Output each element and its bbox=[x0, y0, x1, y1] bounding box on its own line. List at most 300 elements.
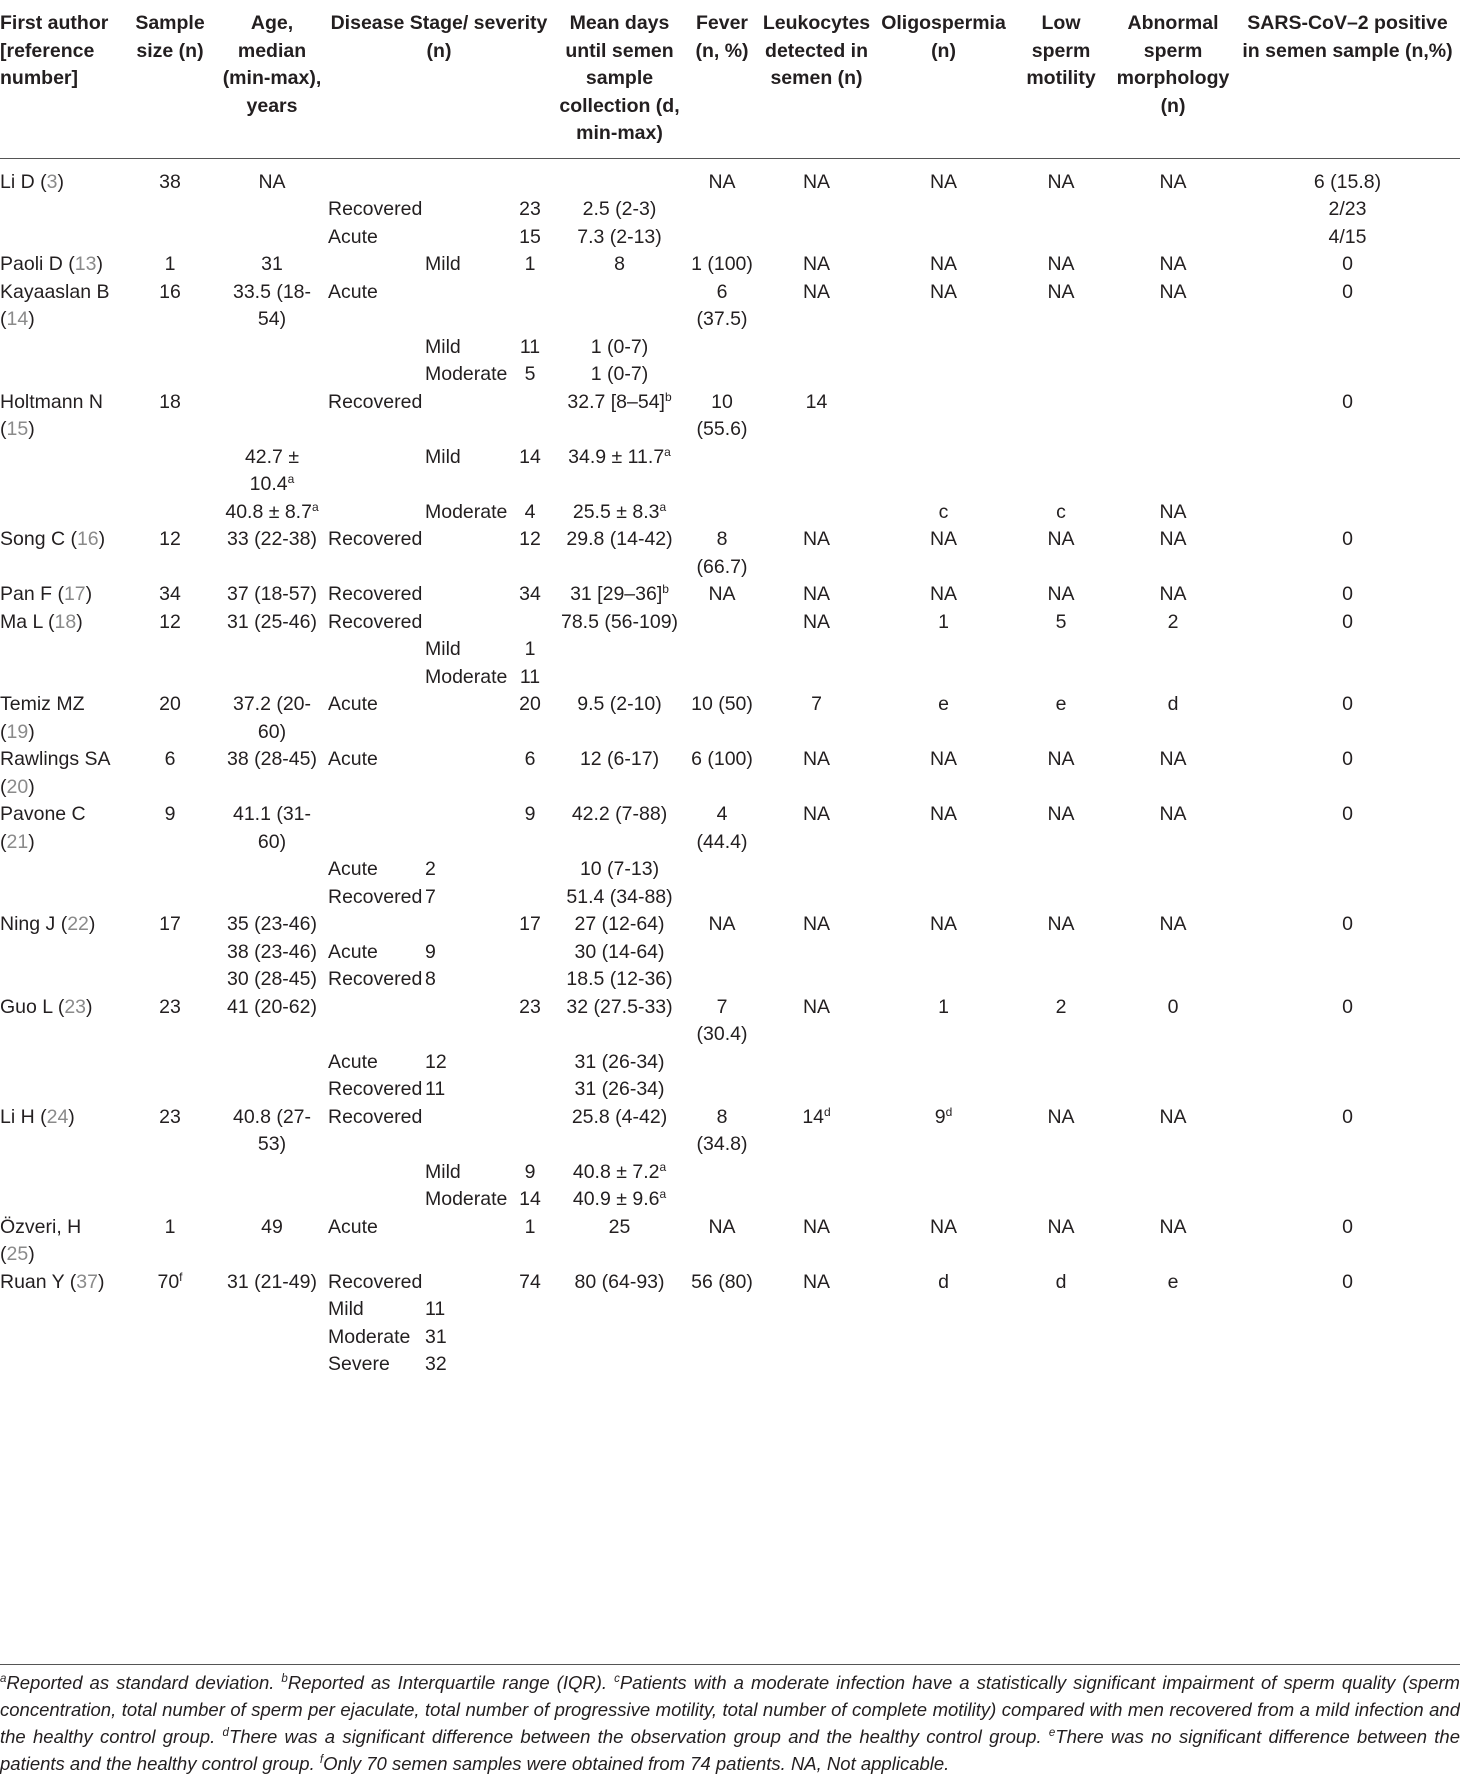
count-cell bbox=[508, 1269, 552, 1297]
days-cell bbox=[552, 801, 687, 856]
fever-cell bbox=[687, 1159, 757, 1187]
leukocytes-cell bbox=[757, 1076, 876, 1104]
motility-cell bbox=[1011, 279, 1111, 334]
sars-cov-2-text: 0 bbox=[1342, 693, 1353, 715]
leukocytes-cell bbox=[757, 1269, 876, 1297]
sample-size-cell bbox=[122, 609, 218, 637]
severity-cell bbox=[423, 444, 508, 499]
author-cell bbox=[0, 1324, 122, 1352]
motility-cell bbox=[1011, 664, 1111, 692]
fever-text: 8 (34.8) bbox=[696, 1105, 748, 1155]
sample-size-cell bbox=[122, 691, 218, 746]
count-text: 23 bbox=[519, 198, 541, 220]
days-cell bbox=[552, 636, 687, 664]
table-row bbox=[0, 1214, 1460, 1269]
fever-cell bbox=[687, 911, 757, 939]
count-cell bbox=[508, 801, 552, 856]
fever-cell bbox=[687, 389, 757, 444]
sample-size-cell bbox=[122, 884, 218, 912]
table-row bbox=[0, 1186, 1460, 1214]
morphology-text: NA bbox=[1159, 1105, 1187, 1128]
stage-text: Acute bbox=[328, 1050, 378, 1073]
severity-cell bbox=[423, 196, 508, 224]
oligospermia-cell bbox=[876, 801, 1011, 856]
severity-cell bbox=[423, 1324, 508, 1352]
fever-cell bbox=[687, 746, 757, 801]
author-cell bbox=[0, 994, 122, 1049]
severity-cell bbox=[423, 1186, 508, 1214]
table-row bbox=[0, 158, 1460, 196]
table-row bbox=[0, 746, 1460, 801]
count-text: 20 bbox=[519, 693, 541, 715]
days-text: 2.5 (2-3) bbox=[582, 198, 657, 220]
author-text: Song C ( bbox=[0, 528, 77, 550]
days-cell bbox=[552, 884, 687, 912]
oligospermia-cell bbox=[876, 334, 1011, 362]
days-cell bbox=[552, 1186, 687, 1214]
sars-cov-2-cell bbox=[1235, 1076, 1460, 1104]
age-text: 31 (21-49) bbox=[227, 1270, 317, 1293]
stage-text: Recovered bbox=[328, 390, 423, 413]
footnote-mark: a bbox=[659, 1187, 667, 1201]
author-cell bbox=[0, 444, 122, 499]
fever-cell bbox=[687, 691, 757, 746]
sars-cov-2-cell bbox=[1235, 526, 1460, 581]
age-text: 49 bbox=[261, 1215, 283, 1238]
severity-cell bbox=[423, 939, 508, 967]
oligospermia-cell bbox=[876, 389, 1011, 444]
table-row bbox=[0, 499, 1460, 527]
age-cell bbox=[218, 1351, 326, 1387]
sample-size-cell bbox=[122, 1076, 218, 1104]
oligospermia-text: NA bbox=[929, 280, 958, 303]
days-text: 12 (6-17) bbox=[579, 748, 660, 770]
leukocytes-cell bbox=[757, 1159, 876, 1187]
leukocytes-text: NA bbox=[802, 748, 831, 770]
sars-cov-2-cell bbox=[1235, 1351, 1460, 1387]
age-cell bbox=[218, 279, 326, 334]
stage-cell bbox=[326, 1269, 423, 1297]
leukocytes-cell bbox=[757, 1104, 876, 1159]
oligospermia-cell bbox=[876, 746, 1011, 801]
stage-text: Acute bbox=[328, 225, 378, 248]
days-text: 7.3 (2-13) bbox=[577, 225, 662, 248]
sars-cov-2-cell bbox=[1235, 1104, 1460, 1159]
severity-text: Mild bbox=[425, 253, 461, 275]
author-cell bbox=[0, 251, 122, 279]
days-text: 78.5 (56-109) bbox=[560, 610, 679, 633]
sars-cov-2-text: 0 bbox=[1342, 1270, 1353, 1293]
footnote-mark: e bbox=[1048, 1727, 1056, 1739]
morphology-cell bbox=[1111, 609, 1235, 637]
motility-cell bbox=[1011, 224, 1111, 252]
stage-text: Acute bbox=[328, 1215, 378, 1238]
oligospermia-cell bbox=[876, 884, 1011, 912]
motility-cell bbox=[1011, 636, 1111, 664]
stage-cell bbox=[326, 581, 423, 609]
severity-cell bbox=[423, 746, 508, 801]
severity-text: 8 bbox=[425, 968, 436, 990]
age-text: 38 (28-45) bbox=[227, 748, 317, 770]
morphology-cell bbox=[1111, 581, 1235, 609]
stage-cell bbox=[326, 1104, 423, 1159]
count-cell bbox=[508, 1186, 552, 1214]
fever-cell bbox=[687, 609, 757, 637]
leukocytes-cell bbox=[757, 158, 876, 196]
footnote-mark: a bbox=[0, 1673, 7, 1685]
oligospermia-cell bbox=[876, 636, 1011, 664]
days-text: 8 bbox=[614, 253, 625, 275]
sars-cov-2-text: 0 bbox=[1342, 803, 1353, 825]
age-cell bbox=[218, 609, 326, 637]
footnote-mark: a bbox=[311, 499, 319, 514]
days-text: 25.5 ± 8.3 bbox=[572, 500, 660, 523]
oligospermia-cell bbox=[876, 1159, 1011, 1187]
column-header: First author [reference number] bbox=[0, 10, 122, 158]
oligospermia-text: NA bbox=[929, 913, 958, 935]
reference-close: ) bbox=[28, 720, 35, 743]
reference-number: 22 bbox=[67, 913, 89, 935]
author-cell bbox=[0, 361, 122, 389]
stage-cell bbox=[326, 636, 423, 664]
motility-text: NA bbox=[1047, 583, 1075, 605]
footnote-text: Reported as Interquartile range (IQR). bbox=[287, 1672, 615, 1693]
fever-cell bbox=[687, 939, 757, 967]
oligospermia-cell bbox=[876, 361, 1011, 389]
morphology-cell bbox=[1111, 801, 1235, 856]
sars-cov-2-cell bbox=[1235, 664, 1460, 692]
data-table bbox=[0, 10, 1460, 1387]
table-row bbox=[0, 884, 1460, 912]
oligospermia-text: 1 bbox=[938, 995, 949, 1018]
sample-size-cell bbox=[122, 526, 218, 581]
days-text: 10 (7-13) bbox=[579, 858, 660, 880]
morphology-text: NA bbox=[1159, 1215, 1187, 1238]
days-cell bbox=[552, 664, 687, 692]
oligospermia-cell bbox=[876, 1076, 1011, 1104]
stage-cell bbox=[326, 1159, 423, 1187]
days-cell bbox=[552, 1076, 687, 1104]
sars-cov-2-cell bbox=[1235, 746, 1460, 801]
days-text: 25.8 (4-42) bbox=[571, 1105, 668, 1128]
column-header: Oligospermia (n) bbox=[876, 10, 1011, 158]
fever-text: 10 (50) bbox=[691, 693, 753, 715]
motility-cell bbox=[1011, 1351, 1111, 1387]
fever-text: 6 (100) bbox=[691, 748, 753, 770]
stage-text: Recovered bbox=[328, 528, 423, 550]
table-row bbox=[0, 1049, 1460, 1077]
age-cell bbox=[218, 1159, 326, 1187]
leukocytes-cell bbox=[757, 609, 876, 637]
stage-text: Recovered bbox=[328, 1105, 423, 1128]
count-cell bbox=[508, 1076, 552, 1104]
column-header: Fever (n, %) bbox=[687, 10, 757, 158]
sars-cov-2-text: 0 bbox=[1342, 1215, 1353, 1238]
days-text: 27 (12-64) bbox=[574, 913, 665, 935]
leukocytes-text: NA bbox=[802, 1270, 831, 1293]
age-cell bbox=[218, 884, 326, 912]
fever-text: NA bbox=[708, 170, 736, 193]
fever-cell bbox=[687, 334, 757, 362]
stage-cell bbox=[326, 196, 423, 224]
sample-size-cell bbox=[122, 158, 218, 196]
age-text: 31 (25-46) bbox=[227, 610, 317, 633]
severity-text: Mild bbox=[425, 638, 461, 660]
table-row bbox=[0, 334, 1460, 362]
table-row bbox=[0, 389, 1460, 444]
footnote-text: Only 70 semen samples were obtained from 74 patients. NA, Not applicable. bbox=[323, 1753, 950, 1774]
days-text: 51.4 (34-88) bbox=[566, 885, 673, 908]
author-cell bbox=[0, 1104, 122, 1159]
stage-cell bbox=[326, 1296, 423, 1324]
sample-size-text: 70 bbox=[157, 1270, 180, 1293]
table-row bbox=[0, 251, 1460, 279]
morphology-cell bbox=[1111, 196, 1235, 224]
sample-size-text: 12 bbox=[159, 610, 181, 633]
author-text: Li D ( bbox=[0, 170, 47, 193]
leukocytes-text: NA bbox=[802, 803, 831, 825]
leukocytes-text: 14 bbox=[805, 390, 828, 413]
author-cell bbox=[0, 1351, 122, 1387]
reference-close: ) bbox=[97, 1270, 105, 1293]
sample-size-cell bbox=[122, 1269, 218, 1297]
age-cell bbox=[218, 801, 326, 856]
fever-text: NA bbox=[708, 583, 736, 605]
fever-cell bbox=[687, 884, 757, 912]
sars-cov-2-cell bbox=[1235, 911, 1460, 939]
severity-cell bbox=[423, 856, 508, 884]
author-text: Holtmann N ( bbox=[0, 390, 103, 440]
count-cell bbox=[508, 581, 552, 609]
morphology-text: d bbox=[1167, 693, 1179, 715]
morphology-cell bbox=[1111, 636, 1235, 664]
leukocytes-text: NA bbox=[802, 253, 831, 275]
author-cell bbox=[0, 1214, 122, 1269]
days-text: 42.2 (7-88) bbox=[571, 803, 668, 825]
motility-text: NA bbox=[1047, 748, 1075, 770]
motility-cell bbox=[1011, 334, 1111, 362]
motility-cell bbox=[1011, 526, 1111, 581]
motility-cell bbox=[1011, 884, 1111, 912]
leukocytes-cell bbox=[757, 691, 876, 746]
sars-cov-2-cell bbox=[1235, 251, 1460, 279]
count-text: 15 bbox=[519, 225, 541, 248]
motility-cell bbox=[1011, 444, 1111, 499]
author-cell bbox=[0, 581, 122, 609]
fever-cell bbox=[687, 856, 757, 884]
stage-text: Severe bbox=[328, 1353, 390, 1375]
footnote-mark: f bbox=[179, 1269, 183, 1284]
table-row bbox=[0, 994, 1460, 1049]
count-text: 14 bbox=[519, 445, 541, 468]
morphology-cell bbox=[1111, 361, 1235, 389]
morphology-cell bbox=[1111, 1159, 1235, 1187]
author-cell bbox=[0, 856, 122, 884]
sars-cov-2-text: 6 (15.8) bbox=[1313, 170, 1382, 193]
severity-cell bbox=[423, 1269, 508, 1297]
days-text: 1 (0-7) bbox=[590, 335, 649, 358]
oligospermia-cell bbox=[876, 1104, 1011, 1159]
column-header: Mean days until semen sample collection (d, min-max) bbox=[552, 10, 687, 158]
leukocytes-text: NA bbox=[802, 583, 831, 605]
table-row bbox=[0, 581, 1460, 609]
footnote-mark: a bbox=[659, 499, 667, 514]
days-cell bbox=[552, 361, 687, 389]
sample-size-cell bbox=[122, 499, 218, 527]
severity-cell bbox=[423, 1351, 508, 1387]
count-cell bbox=[508, 664, 552, 692]
sample-size-text: 12 bbox=[159, 528, 181, 550]
morphology-cell bbox=[1111, 1104, 1235, 1159]
sample-size-cell bbox=[122, 334, 218, 362]
footnote-text: There was no significant difference between the patients and the healthy control group. bbox=[0, 1726, 1460, 1774]
leukocytes-cell bbox=[757, 389, 876, 444]
oligospermia-cell bbox=[876, 939, 1011, 967]
reference-number: 21 bbox=[6, 830, 29, 853]
leukocytes-cell bbox=[757, 1296, 876, 1324]
stage-text: Recovered bbox=[328, 1078, 423, 1100]
stage-text: Acute bbox=[328, 693, 378, 715]
severity-text: 11 bbox=[425, 1078, 446, 1100]
sample-size-cell bbox=[122, 279, 218, 334]
severity-cell bbox=[423, 1159, 508, 1187]
footnote-mark: c bbox=[614, 1673, 620, 1685]
sars-cov-2-cell bbox=[1235, 966, 1460, 994]
fever-cell bbox=[687, 444, 757, 499]
oligospermia-cell bbox=[876, 1269, 1011, 1297]
oligospermia-text: NA bbox=[929, 803, 958, 825]
sars-cov-2-cell bbox=[1235, 1269, 1460, 1297]
morphology-text: NA bbox=[1159, 803, 1187, 825]
days-text: 1 (0-7) bbox=[590, 363, 649, 385]
oligospermia-text: NA bbox=[929, 528, 958, 550]
fever-cell bbox=[687, 279, 757, 334]
leukocytes-cell bbox=[757, 361, 876, 389]
sars-cov-2-cell bbox=[1235, 1324, 1460, 1352]
reference-close: ) bbox=[68, 1105, 75, 1128]
fever-cell bbox=[687, 1324, 757, 1352]
sars-cov-2-text: 0 bbox=[1342, 390, 1353, 413]
count-text: 34 bbox=[519, 583, 541, 605]
age-cell bbox=[218, 691, 326, 746]
motility-cell bbox=[1011, 389, 1111, 444]
motility-cell bbox=[1011, 746, 1111, 801]
morphology-cell bbox=[1111, 1076, 1235, 1104]
morphology-cell bbox=[1111, 664, 1235, 692]
count-cell bbox=[508, 939, 552, 967]
severity-cell bbox=[423, 609, 508, 637]
severity-cell bbox=[423, 801, 508, 856]
sample-size-cell bbox=[122, 1104, 218, 1159]
column-header: Age, median (min-max), years bbox=[218, 10, 326, 158]
leukocytes-cell bbox=[757, 251, 876, 279]
morphology-text: NA bbox=[1159, 583, 1187, 605]
motility-text: 5 bbox=[1055, 610, 1067, 633]
age-cell bbox=[218, 158, 326, 196]
oligospermia-cell bbox=[876, 1324, 1011, 1352]
leukocytes-cell bbox=[757, 911, 876, 939]
footnote-text: There was a significant difference between the observation group and the healthy control group. bbox=[228, 1726, 1049, 1747]
sars-cov-2-cell bbox=[1235, 856, 1460, 884]
age-cell bbox=[218, 939, 326, 967]
stage-cell bbox=[326, 251, 423, 279]
morphology-cell bbox=[1111, 444, 1235, 499]
sample-size-cell bbox=[122, 856, 218, 884]
reference-close: ) bbox=[28, 1243, 35, 1265]
count-cell bbox=[508, 856, 552, 884]
days-cell bbox=[552, 224, 687, 252]
morphology-cell bbox=[1111, 911, 1235, 939]
stage-text: Moderate bbox=[328, 1325, 411, 1348]
days-cell bbox=[552, 609, 687, 637]
morphology-cell bbox=[1111, 526, 1235, 581]
oligospermia-cell bbox=[876, 691, 1011, 746]
fever-cell bbox=[687, 581, 757, 609]
age-cell bbox=[218, 856, 326, 884]
reference-number: 23 bbox=[64, 995, 87, 1018]
sars-cov-2-cell bbox=[1235, 224, 1460, 252]
fever-cell bbox=[687, 994, 757, 1049]
author-text: Paoli D ( bbox=[0, 253, 75, 275]
leukocytes-text: NA bbox=[802, 1215, 831, 1238]
days-cell bbox=[552, 691, 687, 746]
column-header: Disease Stage/ severity (n) bbox=[326, 10, 552, 158]
days-cell bbox=[552, 1214, 687, 1269]
leukocytes-cell bbox=[757, 856, 876, 884]
author-text: Ruan Y ( bbox=[0, 1270, 77, 1293]
footnote-mark: d bbox=[824, 1104, 831, 1119]
count-text: 1 bbox=[524, 1215, 536, 1238]
motility-text: NA bbox=[1047, 1105, 1075, 1128]
days-cell bbox=[552, 1049, 687, 1077]
fever-cell bbox=[687, 224, 757, 252]
table-row bbox=[0, 1324, 1460, 1352]
sars-cov-2-cell bbox=[1235, 939, 1460, 967]
sample-size-cell bbox=[122, 389, 218, 444]
motility-cell bbox=[1011, 251, 1111, 279]
table-row bbox=[0, 196, 1460, 224]
leukocytes-cell bbox=[757, 1049, 876, 1077]
severity-cell bbox=[423, 581, 508, 609]
count-text: 9 bbox=[524, 1160, 536, 1183]
reference-number: 17 bbox=[63, 583, 86, 605]
fever-text: 6 (37.5) bbox=[696, 280, 748, 330]
table-row bbox=[0, 1296, 1460, 1324]
stage-text: Recovered bbox=[328, 583, 423, 605]
motility-cell bbox=[1011, 1076, 1111, 1104]
author-cell bbox=[0, 801, 122, 856]
count-cell bbox=[508, 334, 552, 362]
sars-cov-2-text: 0 bbox=[1342, 748, 1353, 770]
morphology-text: 0 bbox=[1167, 995, 1179, 1018]
footnote-mark: b bbox=[281, 1673, 288, 1685]
morphology-text: NA bbox=[1159, 748, 1187, 770]
stage-cell bbox=[326, 994, 423, 1049]
severity-cell bbox=[423, 499, 508, 527]
reference-close: ) bbox=[57, 170, 64, 193]
morphology-cell bbox=[1111, 279, 1235, 334]
motility-text: 2 bbox=[1055, 995, 1067, 1018]
severity-cell bbox=[423, 966, 508, 994]
age-text: 37.2 (20-60) bbox=[232, 693, 312, 743]
reference-close: ) bbox=[28, 830, 35, 853]
count-cell bbox=[508, 691, 552, 746]
stage-cell bbox=[326, 1076, 423, 1104]
author-cell bbox=[0, 636, 122, 664]
author-cell bbox=[0, 1049, 122, 1077]
oligospermia-cell bbox=[876, 1049, 1011, 1077]
days-cell bbox=[552, 1159, 687, 1187]
